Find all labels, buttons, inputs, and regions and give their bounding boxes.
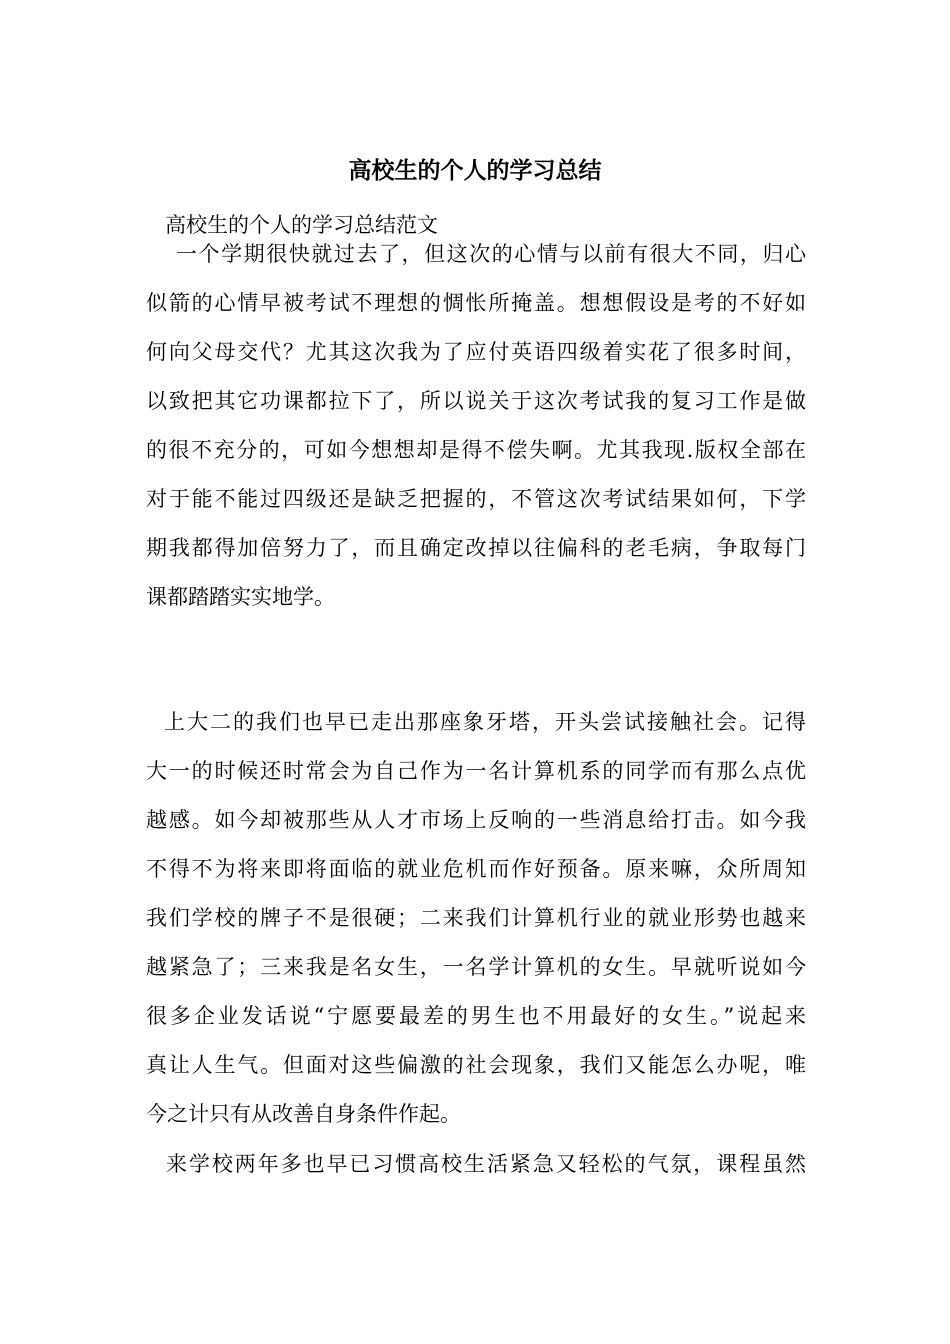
paragraph-line: 越感。如今却被那些从人才市场上反响的一些消息给打击。如今我 <box>146 808 806 832</box>
paragraph-line: 对于能不能过四级还是缺乏把握的，不管这次考试结果如何，下学 <box>146 487 806 511</box>
paragraph-line: 越紧急了；三来我是名女生，一名学计算机的女生。早就听说如今 <box>146 955 806 979</box>
paragraph-line: 的很不充分的，可如今想想却是得不偿失啊。尤其我现.版权全部在 <box>146 438 806 462</box>
paragraph-line: 来学校两年多也早已习惯高校生活紧急又轻松的气氛，课程虽然 <box>166 1152 806 1176</box>
document-subtitle: 高校生的个人的学习总结范文 <box>165 213 438 237</box>
paragraph-3 <box>146 1140 806 1189</box>
paragraph-line: 何向父母交代？尤其这次我为了应付英语四级着实花了很多时间， <box>146 340 806 364</box>
paragraph-line: 一个学期很快就过去了，但这次的心情与以前有很大不同，归心 <box>176 242 806 266</box>
paragraph-line: 不得不为将来即将面临的就业危机而作好预备。原来嘛，众所周知 <box>146 857 806 881</box>
paragraph-line: 似箭的心情早被考试不理想的惆怅所掩盖。想想假设是考的不好如 <box>146 291 806 315</box>
paragraph-line: 我们学校的牌子不是很硬；二来我们计算机行业的就业形势也越来 <box>146 906 806 930</box>
paragraph-line: 很多企业发话说“宁愿要最差的男生也不用最好的女生。”说起来 <box>146 1004 806 1028</box>
paragraph-2 <box>146 698 806 1139</box>
paragraph-line: 期我都得加倍努力了，而且确定改掉以往偏科的老毛病，争取每门 <box>146 536 806 560</box>
document-title: 高校生的个人的学习总结 <box>348 157 602 184</box>
paragraph-line: 今之计只有从改善自身条件作起。 <box>146 1102 461 1126</box>
paragraph-line: 大一的时候还时常会为自己作为一名计算机系的同学而有那么点优 <box>146 759 806 783</box>
paragraph-line: 真让人生气。但面对这些偏激的社会现象，我们又能怎么办呢，唯 <box>146 1053 806 1077</box>
paragraph-line: 以致把其它功课都拉下了，所以说关于这次考试我的复习工作是做 <box>146 389 806 413</box>
paragraph-1 <box>146 230 806 622</box>
paragraph-line: 课都踏踏实实地学。 <box>146 585 335 609</box>
paragraph-line: 上大二的我们也早已走出那座象牙塔，开头尝试接触社会。记得 <box>164 710 806 734</box>
